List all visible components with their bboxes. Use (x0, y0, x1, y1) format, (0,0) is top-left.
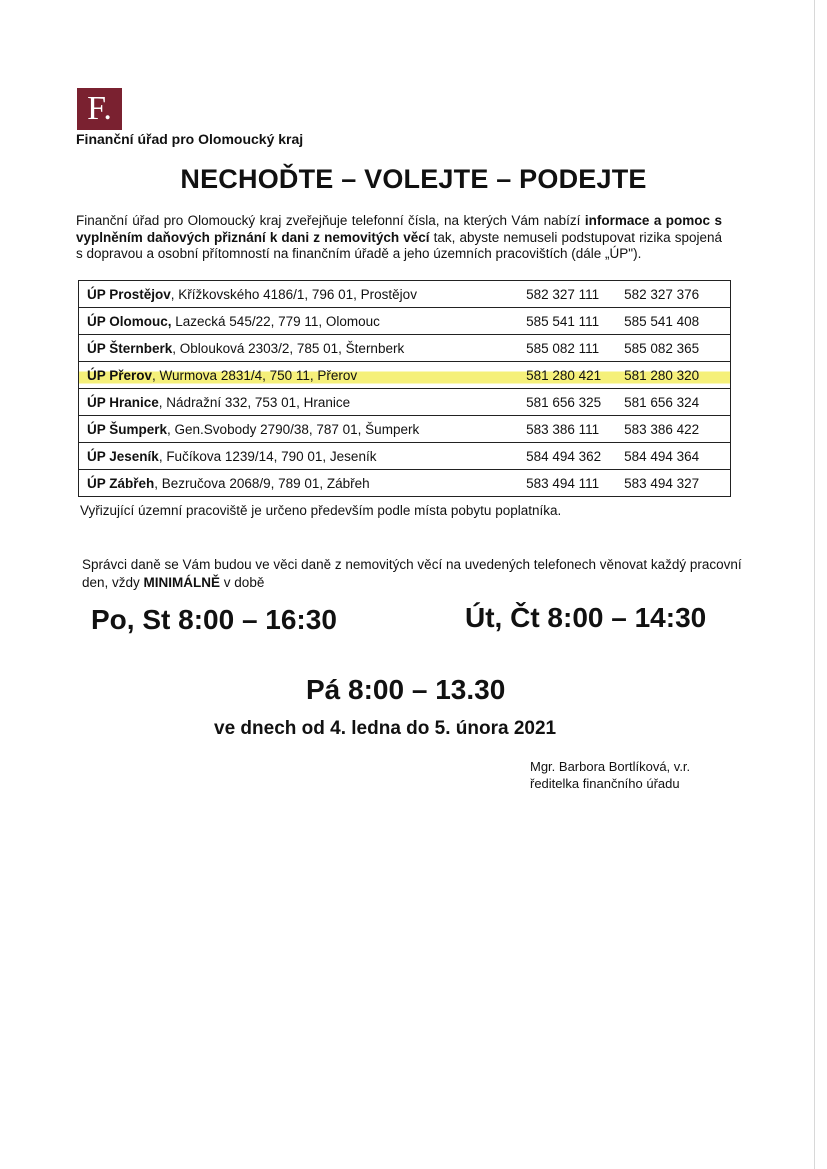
phone-secondary: 583 494 327 (616, 470, 730, 497)
info-text-2: v době (220, 575, 265, 590)
office-label: ÚP Jeseník (87, 448, 159, 464)
logo-letter: F. (87, 90, 112, 127)
office-cell (79, 389, 515, 416)
signature-name: Mgr. Barbora Bortlíková, v.r. (530, 759, 691, 774)
info-text-1: Správci daně se Vám budou ve věci daně z nemovitých věcí na uvedených telefonech věnovat každý pracovní den, vždy (82, 557, 742, 590)
service-info-paragraph (82, 556, 742, 592)
phone-primary: 583 494 111 (514, 470, 616, 497)
intro-paragraph (76, 213, 722, 263)
signature-title: ředitelka finančního úřadu (530, 776, 680, 791)
phone-secondary: 583 386 422 (616, 416, 730, 443)
signature-block (530, 758, 690, 792)
office-logo (77, 88, 122, 130)
office-cell (79, 416, 515, 443)
page-headline: NECHOĎTE – VOLEJTE – PODEJTE (180, 164, 647, 194)
office-contacts-table (78, 280, 731, 497)
phone-primary: 582 327 111 (514, 281, 616, 308)
office-label: ÚP Olomouc, (87, 313, 172, 329)
date-range: ve dnech od 4. ledna do 5. února 2021 (214, 718, 557, 739)
office-cell (79, 362, 515, 389)
intro-text-2: tak, abyste nemuseli podstupovat rizika spojená s dopravou a osobní přítomností na finančním úřadě a jeho územních pracovištích (dále „ÚP"). (76, 229, 722, 261)
info-text-bold: MINIMÁLNĚ (143, 575, 221, 590)
office-label: ÚP Prostějov (87, 286, 171, 302)
phone-primary: 584 494 362 (514, 443, 616, 470)
table-row (79, 308, 731, 335)
office-cell (79, 281, 515, 308)
jurisdiction-note: Vyřizující územní pracoviště je určeno především podle místa pobytu poplatníka. (80, 503, 562, 518)
phone-primary: 581 656 325 (514, 389, 616, 416)
office-label: ÚP Přerov (87, 367, 153, 383)
office-address: , Nádražní 332, 753 01, Hranice (158, 394, 351, 410)
phone-primary: 585 082 111 (514, 335, 616, 362)
phone-secondary: 581 656 324 (616, 389, 730, 416)
office-label: ÚP Hranice (87, 394, 159, 410)
phone-primary: 585 541 111 (514, 308, 616, 335)
office-address: Lazecká 545/22, 779 11, Olomouc (171, 313, 380, 329)
hours-fri: Pá 8:00 – 13.30 (306, 674, 506, 705)
office-address: , Fučíkova 1239/14, 790 01, Jeseník (158, 448, 377, 464)
office-label: ÚP Šumperk (87, 421, 168, 437)
table-row (79, 416, 731, 443)
office-address: , Bezručova 2068/9, 789 01, Zábřeh (154, 475, 370, 491)
hours-mon-wed: Po, St 8:00 – 16:30 (91, 604, 337, 635)
table-row (79, 443, 731, 470)
phone-primary: 581 280 421 (514, 362, 616, 389)
phone-secondary: 585 082 365 (616, 335, 730, 362)
office-address: , Oblouková 2303/2, 785 01, Šternberk (172, 340, 405, 356)
office-cell (79, 443, 515, 470)
office-address: , Křížkovského 4186/1, 796 01, Prostějov (170, 286, 417, 302)
intro-text-bold: informace a pomoc s vyplněním daňových přiznání k dani z nemovitých věcí (76, 213, 722, 245)
office-cell (79, 335, 515, 362)
office-name: Finanční úřad pro Olomoucký kraj (76, 131, 304, 147)
table-row (79, 281, 731, 308)
table-row-highlighted (79, 362, 731, 389)
phone-secondary: 581 280 320 (616, 362, 730, 389)
hours-tue-thu: Út, Čt 8:00 – 14:30 (465, 602, 707, 633)
office-address: , Wurmova 2831/4, 750 11, Přerov (152, 367, 358, 383)
table-row (79, 470, 731, 497)
office-cell (79, 308, 515, 335)
office-label: ÚP Šternberk (87, 340, 173, 356)
office-label: ÚP Zábřeh (87, 475, 155, 491)
phone-secondary: 582 327 376 (616, 281, 730, 308)
office-cell (79, 470, 515, 497)
office-address: , Gen.Svobody 2790/38, 787 01, Šumperk (167, 421, 420, 437)
table-row (79, 335, 731, 362)
intro-text-1: Finanční úřad pro Olomoucký kraj zveřejňuje telefonní čísla, na kterých Vám nabízí (76, 213, 585, 228)
phone-secondary: 585 541 408 (616, 308, 730, 335)
phone-primary: 583 386 111 (514, 416, 616, 443)
phone-secondary: 584 494 364 (616, 443, 730, 470)
table-row (79, 389, 731, 416)
